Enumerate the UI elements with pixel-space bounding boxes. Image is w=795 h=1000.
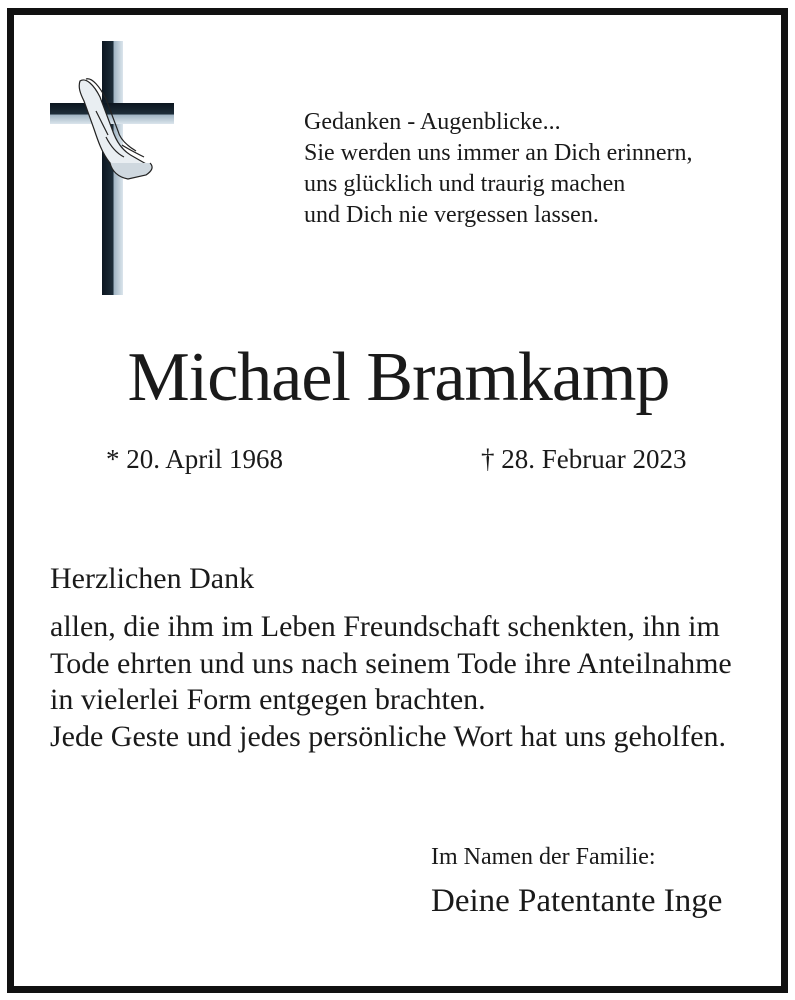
thanks-heading: Herzlichen Dank <box>50 562 255 595</box>
poem <box>304 107 693 231</box>
signature-intro: Im Namen der Familie: <box>431 844 656 870</box>
thanks-line: allen, die ihm im Leben Freundschaft schenkten, ihn im <box>50 610 720 643</box>
thanks-line: Jede Geste und jedes persönliche Wort hat uns geholfen. <box>50 719 727 753</box>
death-date: † 28. Februar 2023 <box>481 444 687 474</box>
birth-date: * 20. April 1968 <box>106 444 284 474</box>
deceased-name: Michael Bramkamp <box>127 339 670 416</box>
thanks-line: in vielerlei Form entgegen brachten. <box>50 683 486 716</box>
poem-line: und Dich nie vergessen lassen. <box>304 202 599 228</box>
poem-line: uns glücklich und traurig machen <box>304 171 626 197</box>
signature-name: Deine Patentante Inge <box>431 883 723 919</box>
thanks-text <box>50 609 732 755</box>
thanks-line: Tode ehrten und uns nach seinem Tode ihre Anteilnahme <box>50 646 732 680</box>
poem-line: Sie werden uns immer an Dich erinnern, <box>304 140 693 166</box>
poem-line: Gedanken - Augenblicke... <box>304 109 561 135</box>
cross-with-praying-hands-icon <box>50 41 174 295</box>
obituary-notice <box>7 8 788 993</box>
